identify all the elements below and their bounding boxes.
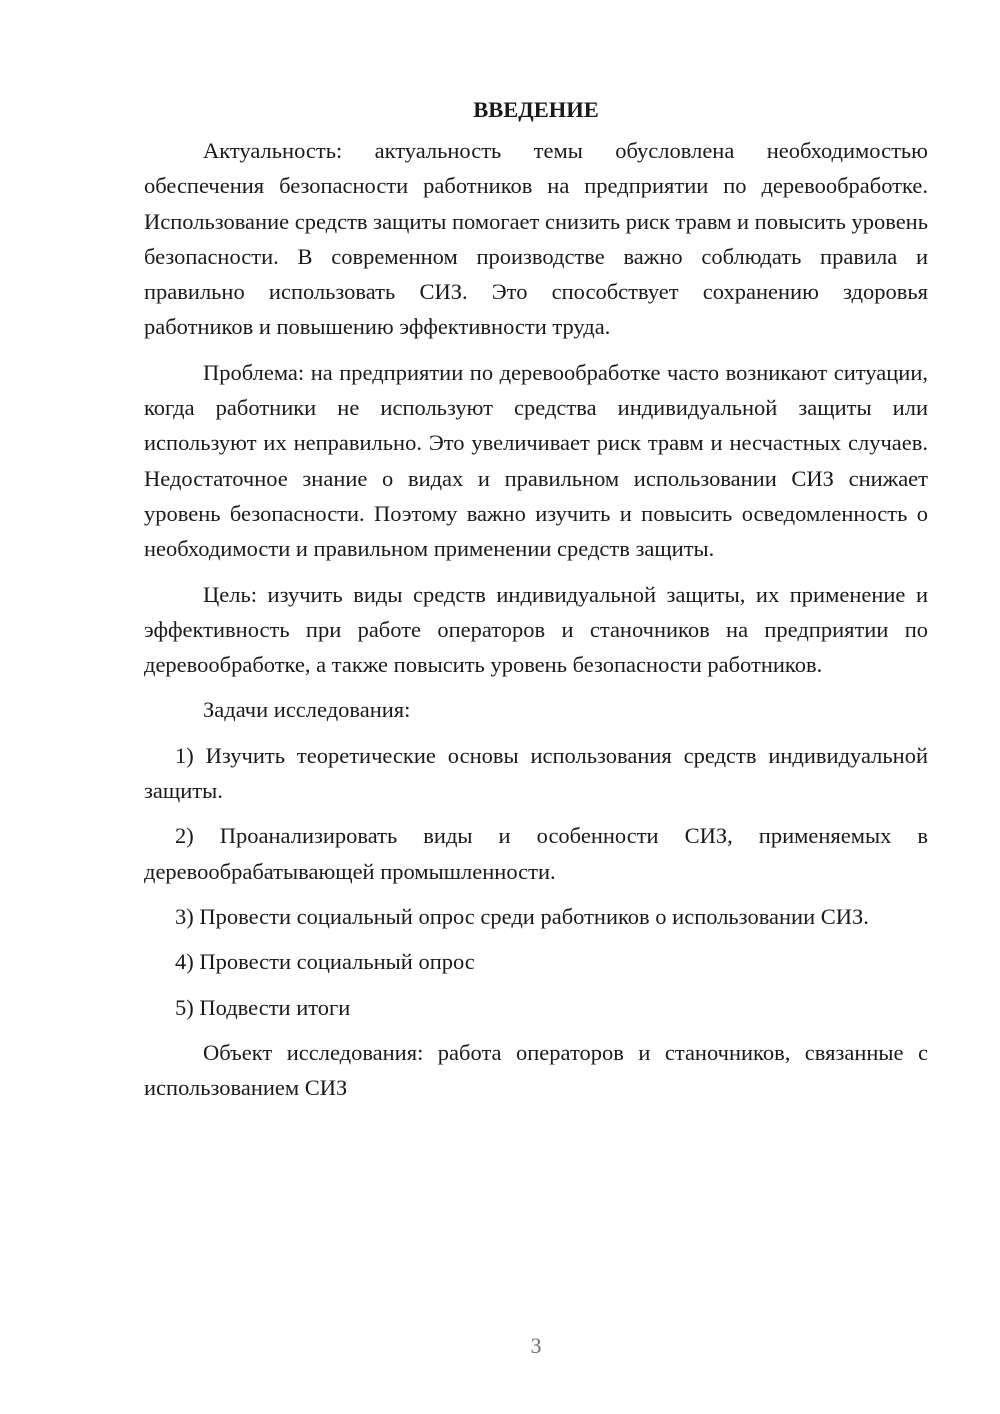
task-item-4: 4) Провести социальный опрос [175,949,475,975]
paragraph-object: Объект исследования: работа операторов и станочников, связанные с использованием СИЗ [144,1039,928,1101]
tasks-heading: Задачи исследования: [203,697,411,723]
document-page [144,92,928,1105]
page-number: 3 [530,1333,542,1358]
section-title: ВВЕДЕНИЕ [473,97,599,122]
task-item-1: 1) Изучить теоретические основы использования средств индивидуальной защиты. [144,742,928,804]
task-item-3: 3) Провести социальный опрос среди работников о использовании СИЗ. [175,903,869,929]
task-item-5: 5) Подвести итоги [175,994,351,1020]
paragraph-goal: Цель: изучить виды средств индивидуальной защиты, их применение и эффективность при работе операторов и станочников на предприятии по деревообработке, а также повысить уровень безопасности работников. [144,581,928,678]
paragraph-problem: Проблема: на предприятии по деревообработке часто возникают ситуации, когда работники не используют средства индивидуальной защиты или используют их неправильно. Это увеличивает риск травм и несчастных случаев. Недостаточное знание о видах и правильном использовании СИЗ снижает уровень безопасности. Поэтому важно изучить и повысить осведомленность о необходимости и правильном применении средств защиты. [144,359,928,562]
paragraph-relevance: Актуальность: актуальность темы обусловлена необходимостью обеспечения безопасности работников на предприятии по деревообработке. Использование средств защиты помогает снизить риск травм и повысить уровень безопасности. В современном производстве важно соблюдать правила и правильно использовать СИЗ. Это способствует сохранению здоровья работников и повышению эффективности труда. [144,138,928,340]
task-item-2: 2) Проанализировать виды и особенности СИЗ, применяемых в деревообрабатывающей промышленности. [144,823,928,884]
